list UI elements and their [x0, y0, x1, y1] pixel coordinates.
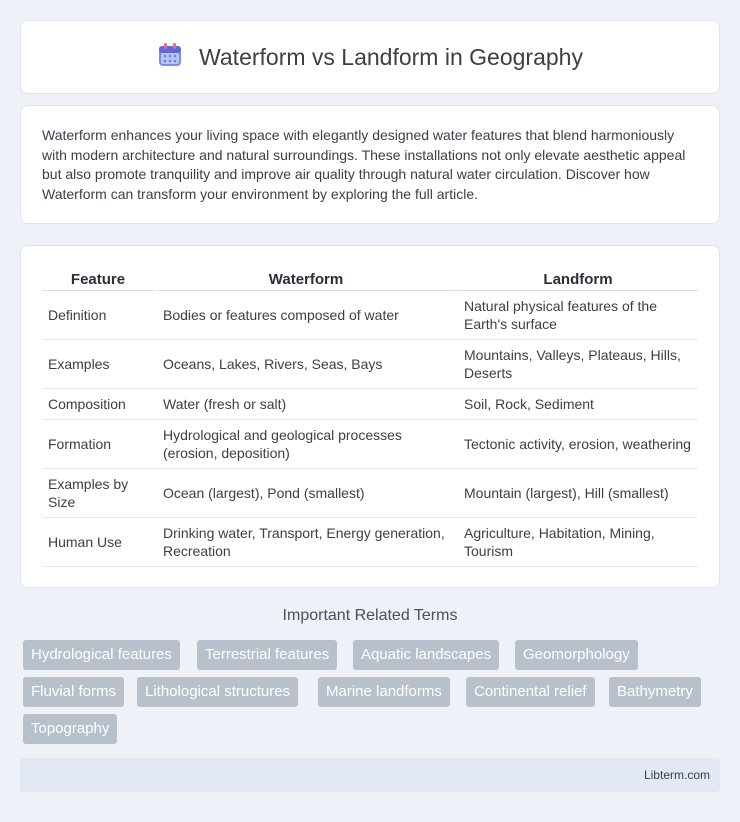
- table-cell: Hydrological and geological processes (erosion, deposition): [154, 420, 455, 469]
- table-cell: Formation: [42, 420, 154, 469]
- table-row: [42, 518, 698, 567]
- table-cell: Definition: [42, 291, 154, 340]
- table-cell: Examples by Size: [42, 469, 154, 518]
- calendar-icon: [157, 42, 183, 73]
- column-header: Landform: [455, 266, 698, 291]
- table-cell: Composition: [42, 389, 154, 420]
- table-row: [42, 340, 698, 389]
- table-cell: Examples: [42, 340, 154, 389]
- table-cell: Agriculture, Habitation, Mining, Tourism: [455, 518, 698, 567]
- table-header-row: [42, 266, 698, 291]
- table-cell: Ocean (largest), Pond (smallest): [154, 469, 455, 518]
- tag-terrestrial-features[interactable]: Terrestrial features: [197, 640, 337, 670]
- table-row: [42, 291, 698, 340]
- table-cell: Tectonic activity, erosion, weathering: [455, 420, 698, 469]
- intro-card: [20, 105, 720, 224]
- footer-brand-link[interactable]: Libterm.com: [643, 768, 710, 782]
- table-cell: Drinking water, Transport, Energy generation, Recreation: [154, 518, 455, 567]
- title-card: [20, 20, 720, 94]
- tag-hydrological-features[interactable]: Hydrological features: [23, 640, 180, 670]
- tag-lithological-structures[interactable]: Lithological structures: [137, 677, 298, 707]
- tag-fluvial-forms[interactable]: Fluvial forms: [23, 677, 124, 707]
- tag-aquatic-landscapes[interactable]: Aquatic landscapes: [353, 640, 499, 670]
- page-title: Waterform vs Landform in Geography: [199, 43, 583, 70]
- table-cell: Mountains, Valleys, Plateaus, Hills, Deserts: [455, 340, 698, 389]
- table-row: [42, 389, 698, 420]
- table-cell: Human Use: [42, 518, 154, 567]
- tag-topography[interactable]: Topography: [23, 714, 117, 744]
- table-cell: Oceans, Lakes, Rivers, Seas, Bays: [154, 340, 455, 389]
- comparison-table: [42, 266, 698, 567]
- table-row: [42, 469, 698, 518]
- table-cell: Water (fresh or salt): [154, 389, 455, 420]
- intro-paragraph: Waterform enhances your living space with elegantly designed water features that blend harmoniously with modern architecture and natural surroundings. These installations not only elevate aesthetic appeal but also promote tranquility and improve air quality through natural water circulation. Discover how Waterform can transform your environment by exploring the full article.: [42, 127, 686, 202]
- footer-bar: [20, 758, 720, 792]
- tag-marine-landforms[interactable]: Marine landforms: [318, 677, 450, 707]
- related-terms-heading: Important Related Terms: [282, 607, 458, 624]
- column-header: Waterform: [154, 266, 455, 291]
- table-cell: Natural physical features of the Earth's surface: [455, 291, 698, 340]
- column-header: Feature: [42, 266, 154, 291]
- comparison-card: [20, 245, 720, 588]
- tag-bathymetry[interactable]: Bathymetry: [609, 677, 701, 707]
- table-cell: Mountain (largest), Hill (smallest): [455, 469, 698, 518]
- tag-geomorphology[interactable]: Geomorphology: [515, 640, 638, 670]
- table-row: [42, 420, 698, 469]
- tag-continental-relief[interactable]: Continental relief: [466, 677, 595, 707]
- title-row: [157, 42, 583, 73]
- table-cell: Soil, Rock, Sediment: [455, 389, 698, 420]
- table-cell: Bodies or features composed of water: [154, 291, 455, 340]
